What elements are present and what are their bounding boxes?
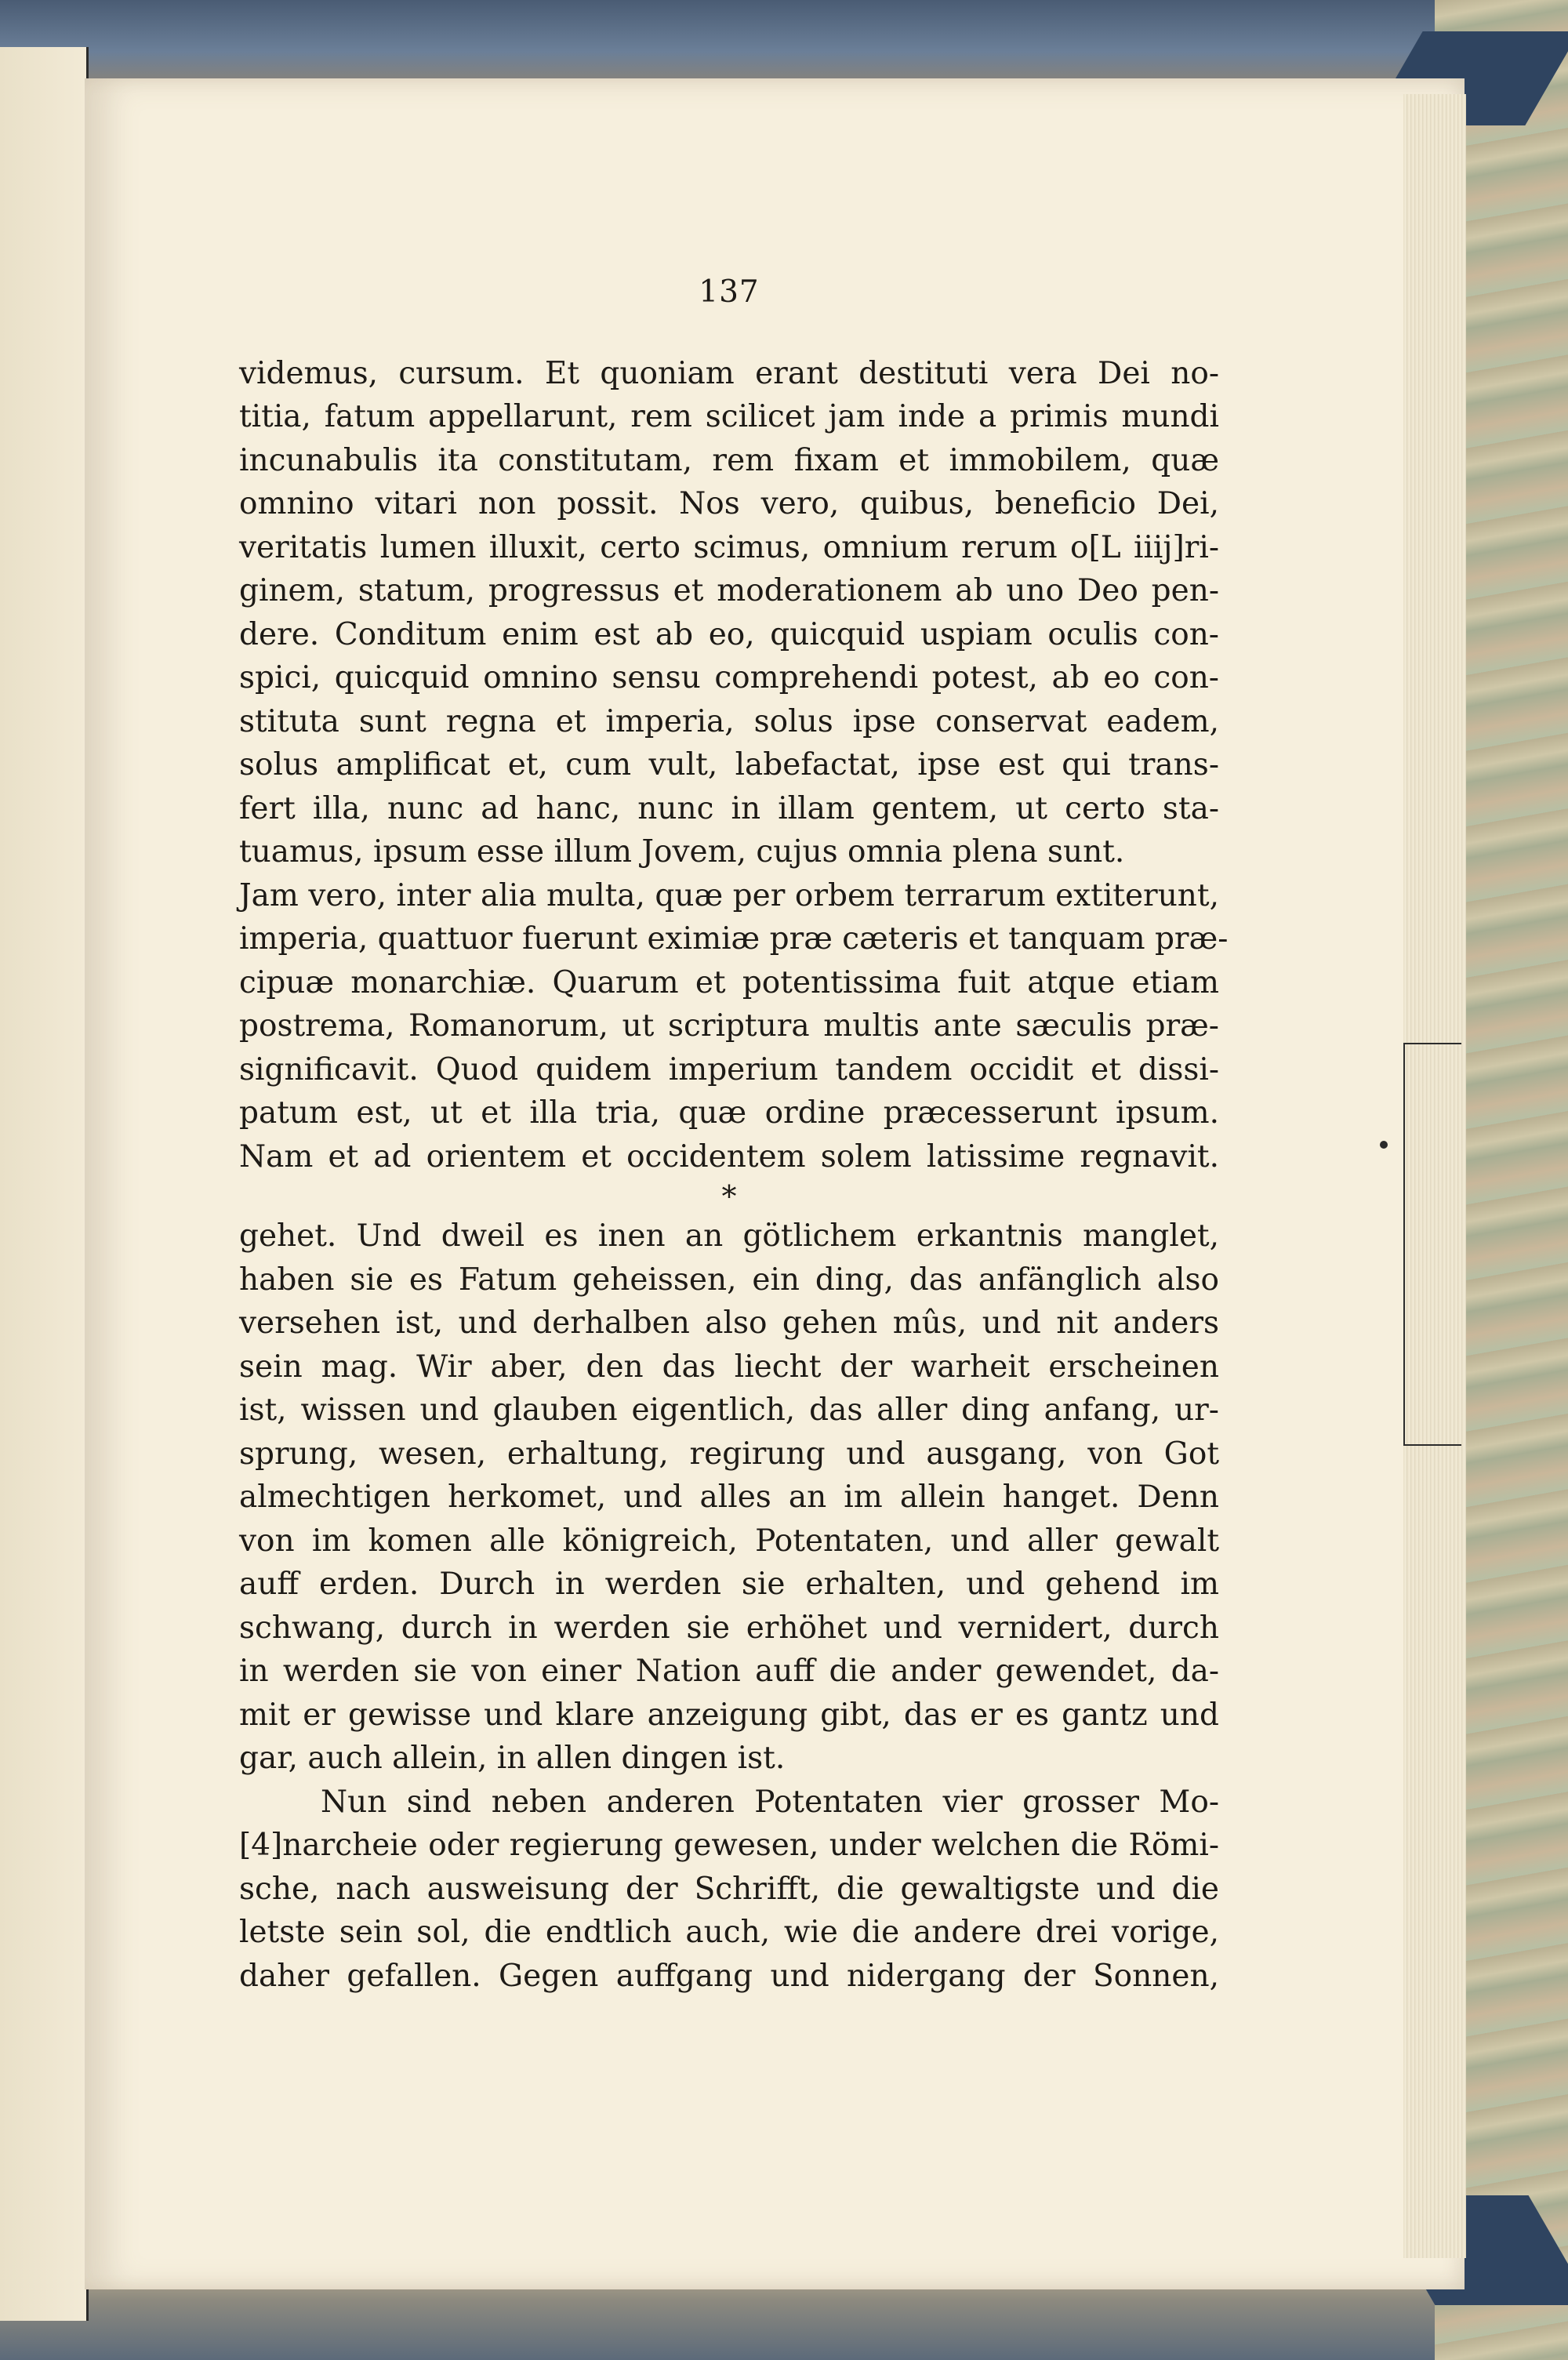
text-line: Jam vero, inter alia multa, quæ per orbem terrarum extiterunt, <box>239 877 1219 913</box>
text-line: patum est, ut et illa tria, quæ ordine præcesserunt ipsum. <box>239 1095 1219 1131</box>
text-line: auff erden. Durch in werden sie erhalten, und gehend im <box>239 1567 1219 1602</box>
text-line: tuamus, ipsum esse illum Jovem, cujus omnia plena sunt. <box>239 834 1125 870</box>
text-line: schwang, durch in werden sie erhöhet und vernidert, durch <box>239 1610 1219 1646</box>
text-line: spici, quicquid omnino sensu comprehendi potest, ab eo con- <box>239 660 1219 695</box>
section-separator-asterisk: * <box>721 1179 737 1214</box>
text-line: imperia, quattuor fuerunt eximiæ præ cæteris et tanquam præ- <box>239 921 1229 957</box>
margin-bracket-mark <box>1403 1043 1461 1446</box>
text-line: haben sie es Fatum geheissen, ein ding, das anfänglich also <box>239 1262 1219 1298</box>
page-text <box>239 270 1229 1998</box>
text-line: daher gefallen. Gegen auffgang und nidergang der Sonnen, <box>239 1958 1219 1994</box>
text-line: von im komen alle königreich, Potentaten, und aller gewalt <box>239 1523 1219 1559</box>
text-line: cipuæ monarchiæ. Quarum et potentissima fuit atque etiam <box>239 964 1219 1000</box>
text-line: Nam et ad orientem et occidentem solem latissime regnavit. <box>239 1138 1219 1175</box>
text-line: sche, nach ausweisung der Schrifft, die gewaltigste und die <box>239 1871 1219 1907</box>
text-line: incunabulis ita constitutam, rem fixam et immobilem, quæ <box>239 442 1219 478</box>
text-line: gar, auch allein, in allen dingen ist. <box>239 1741 786 1776</box>
text-line: in werden sie von einer Nation auff die ander gewendet, da- <box>239 1654 1219 1689</box>
latin-paragraph <box>239 352 1229 1179</box>
text-line: versehen ist, und derhalben also gehen mûs, und nit anders <box>239 1305 1219 1341</box>
text-line: stituta sunt regna et imperia, solus ipse conservat eadem, <box>239 703 1219 739</box>
text-line: sprung, wesen, erhaltung, regirung und ausgang, von Got <box>239 1436 1219 1472</box>
page-number: 137 <box>699 274 760 310</box>
text-line: ist, wissen und glauben eigentlich, das aller ding anfang, ur- <box>239 1392 1219 1428</box>
facing-page-edge <box>0 47 89 2321</box>
text-line: dere. Conditum enim est ab eo, quicquid uspiam oculis con- <box>239 616 1219 652</box>
text-line: significavit. Quod quidem imperium tandem occidit et dissi- <box>239 1051 1219 1087</box>
text-line: fert illa, nunc ad hanc, nunc in illam gentem, ut certo sta- <box>239 790 1219 826</box>
text-line: sein mag. Wir aber, den das liecht der warheit erscheinen <box>239 1349 1219 1385</box>
text-line: gehet. Und dweil es inen an götlichem erkantnis manglet, <box>239 1218 1219 1254</box>
german-paragraph <box>239 1214 1219 1998</box>
text-line: letste sein sol, die endtlich auch, wie die andere drei vorige, <box>239 1915 1219 1950</box>
text-line: veritatis lumen illuxit, certo scimus, omnium rerum o[L iiij]ri- <box>239 529 1219 565</box>
text-line: videmus, cursum. Et quoniam erant destituti vera Dei no- <box>239 355 1219 391</box>
text-line: almechtigen herkomet, und alles an im allein hanget. Denn <box>239 1480 1219 1515</box>
text-line: solus amplificat et, cum vult, labefactat, ipse est qui trans- <box>239 747 1219 782</box>
text-line: postrema, Romanorum, ut scriptura multis ante sæculis præ- <box>239 1008 1219 1044</box>
text-line: titia, fatum appellarunt, rem scilicet jam inde a primis mundi <box>239 399 1219 434</box>
text-line: Nun sind neben anderen Potentaten vier grosser Mo- <box>321 1784 1219 1820</box>
text-line: omnino vitari non possit. Nos vero, quibus, beneficio Dei, <box>239 486 1219 521</box>
text-line: mit er gewisse und klare anzeigung gibt, das er es gantz und <box>239 1697 1219 1733</box>
binding-cloth-top <box>0 0 1568 86</box>
text-line: [4]narcheie oder regierung gewesen, under welchen die Römi- <box>239 1828 1219 1863</box>
text-line: ginem, statum, progressus et moderationem ab uno Deo pen- <box>239 573 1219 608</box>
margin-dot-mark <box>1380 1141 1388 1149</box>
